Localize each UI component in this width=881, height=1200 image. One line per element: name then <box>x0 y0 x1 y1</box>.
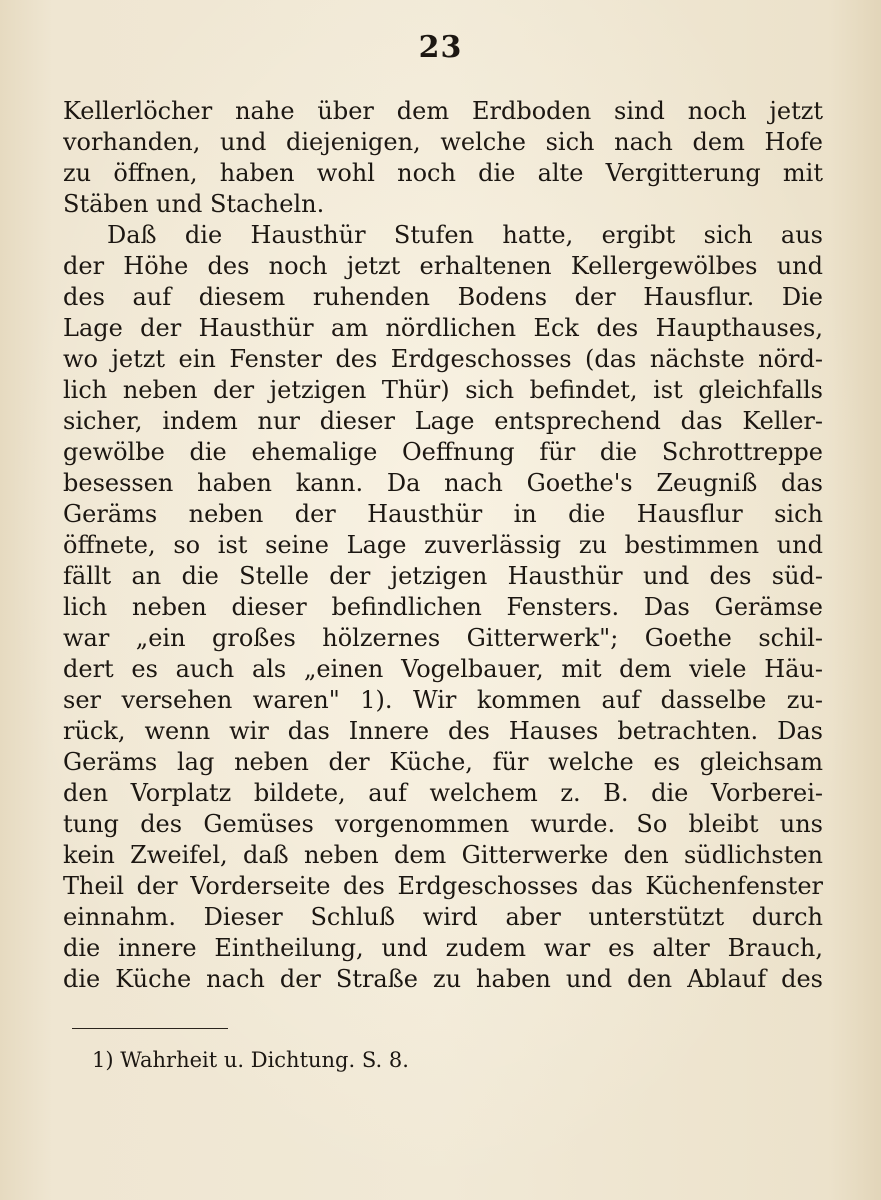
text-line: besessen haben kann. Da nach Goethe's Zeugniß das <box>63 469 823 497</box>
text-line: zu öffnen, haben wohl noch die alte Vergitterung mit <box>63 159 823 187</box>
text-line: den Vorplatz bildete, auf welchem z. B. die Vorberei- <box>63 779 823 807</box>
text-line: rück, wenn wir das Innere des Hauses betrachten. Das <box>63 717 823 745</box>
text-line: der Höhe des noch jetzt erhaltenen Kellergewölbes und <box>63 252 823 280</box>
text-line: vorhanden, und diejenigen, welche sich nach dem Hofe <box>63 128 823 156</box>
text-line: des auf diesem ruhenden Bodens der Hausflur. Die <box>63 283 823 311</box>
text-line: war „ein großes hölzernes Gitterwerk"; Goethe schil- <box>63 624 823 652</box>
text-line: lich neben dieser befindlichen Fensters. Das Gerämse <box>63 593 823 621</box>
body-text <box>63 96 823 995</box>
text-line: die Küche nach der Straße zu haben und den Ablauf des <box>63 965 823 993</box>
text-line: lich neben der jetzigen Thür) sich befindet, ist gleichfalls <box>63 376 823 404</box>
text-line: kein Zweifel, daß neben dem Gitterwerke den südlichsten <box>63 841 823 869</box>
text-line: tung des Gemüses vorgenommen wurde. So bleibt uns <box>63 810 823 838</box>
text-line: die innere Eintheilung, und zudem war es alter Brauch, <box>63 934 823 962</box>
text-line: Kellerlöcher nahe über dem Erdboden sind noch jetzt <box>63 97 823 125</box>
footnote-divider <box>72 1028 228 1029</box>
footnote: 1) Wahrheit u. Dichtung. S. 8. <box>92 1048 409 1072</box>
text-line: Geräms neben der Hausthür in die Hausflur sich <box>63 500 823 528</box>
text-line: dert es auch als „einen Vogelbauer, mit dem viele Häu- <box>63 655 823 683</box>
text-line: gewölbe die ehemalige Oeffnung für die Schrottreppe <box>63 438 823 466</box>
text-line: wo jetzt ein Fenster des Erdgeschosses (das nächste nörd- <box>63 345 823 373</box>
text-line: Lage der Hausthür am nördlichen Eck des Haupthauses, <box>63 314 823 342</box>
text-line: Stäben und Stacheln. <box>63 190 325 218</box>
text-line: Geräms lag neben der Küche, für welche es gleichsam <box>63 748 823 776</box>
text-line: einnahm. Dieser Schluß wird aber unterstützt durch <box>63 903 823 931</box>
text-line: fällt an die Stelle der jetzigen Hausthür und des süd- <box>63 562 823 590</box>
page-number: 23 <box>418 30 463 65</box>
text-line: öffnete, so ist seine Lage zuverlässig zu bestimmen und <box>63 531 823 559</box>
text-line: Daß die Hausthür Stufen hatte, ergibt sich aus <box>107 221 823 249</box>
text-line: ser versehen waren" 1). Wir kommen auf dasselbe zu- <box>63 686 823 714</box>
text-line: Theil der Vorderseite des Erdgeschosses das Küchenfenster <box>63 872 823 900</box>
text-line: sicher, indem nur dieser Lage entsprechend das Keller- <box>63 407 823 435</box>
